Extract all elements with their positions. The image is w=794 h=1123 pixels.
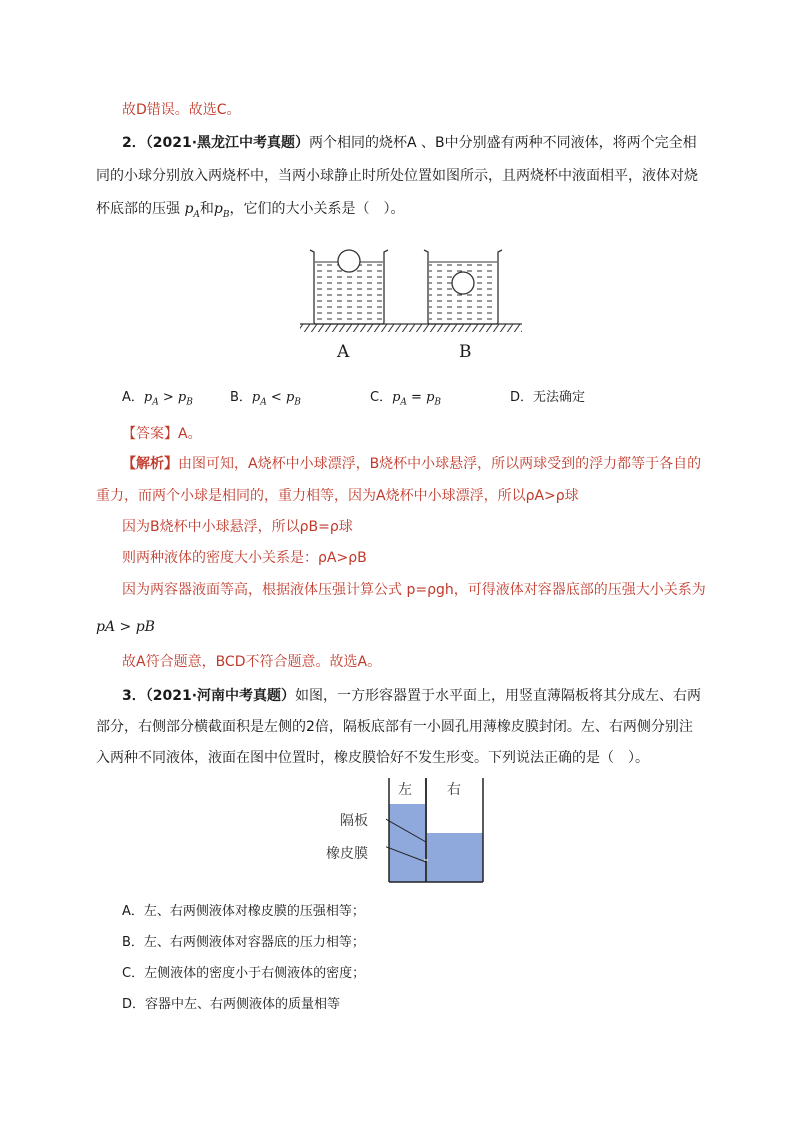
q2-option-a: A．$p_A > p_B$: [122, 390, 193, 408]
figure-label-left: 左: [398, 782, 412, 798]
q2-text-3a: 杯底部的压强: [96, 201, 180, 217]
q2-line-3: [96, 199, 405, 225]
figure-label-b: B: [459, 342, 472, 362]
q2-analysis-line-1: 【解析】由图可知，A烧杯中小球漂浮，B烧杯中小球悬浮，所以两球受到的浮力都等于各自的: [122, 456, 702, 472]
figure-label-partition: 隔板: [340, 813, 368, 829]
beaker-a: [310, 250, 388, 324]
q2-option-b: B．$p_A < p_B$: [230, 390, 301, 408]
q2-analysis-line-4: 则两种液体的密度大小关系是：ρA>ρB: [122, 550, 367, 566]
q3-option-a: A．左、右两侧液体对橡皮膜的压强相等；: [122, 904, 365, 919]
q2-analysis-line-6: pA > pB: [96, 619, 155, 635]
q2-header: 2．（2021·黑龙江中考真题）: [122, 135, 310, 151]
q3-text-3: 入两种不同液体，液面在图中位置时，橡皮膜恰好不发生形变。下列说法正确的是（ ）。: [96, 750, 649, 766]
q2-option-d: D．无法确定: [510, 390, 586, 405]
q2-analysis-line-2: 重力，而两个小球是相同的，重力相等，因为A烧杯中小球漂浮，所以ρA>ρ球: [96, 488, 579, 504]
pa-symbol: $p_A$: [184, 201, 200, 220]
figure-label-a: A: [337, 342, 350, 362]
q3-option-b: B．左、右两侧液体对容器底的压力相等；: [122, 935, 365, 950]
ball-b: [452, 272, 474, 294]
q2-text-3b: 和: [199, 201, 214, 217]
q2-option-c: C．$p_A = p_B$: [370, 390, 442, 408]
q3-line-1: [122, 686, 701, 706]
q2-conclusion: 故A符合题意，BCD不符合题意。故选A。: [122, 654, 382, 670]
figure-label-right: 右: [447, 782, 461, 798]
beaker-b: [424, 250, 502, 324]
q2-text-3c: ，它们的大小关系是（ ）。: [229, 201, 405, 217]
q3-header: 3．（2021·河南中考真题）: [122, 688, 296, 704]
q3-option-c: C．左侧液体的密度小于右侧液体的密度；: [122, 966, 366, 981]
q3-option-d: D．容器中左、右两侧液体的质量相等: [122, 997, 341, 1012]
q2-line-1: [122, 133, 697, 153]
q2-text-1: 两个相同的烧杯A 、B中分别盛有两种不同液体，将两个完全相: [309, 135, 697, 151]
beakers-figure: [296, 244, 526, 334]
previous-answer-tail: 故D错误。故选C。: [122, 102, 241, 118]
q3-text-1: 如图，一方形容器置于水平面上，用竖直薄隔板将其分成左、右两: [295, 688, 702, 704]
ball-a: [338, 250, 360, 272]
q3-text-2: 部分，右侧部分横截面积是左侧的2倍，隔板底部有一小圆孔用薄橡皮膜封闭。左、右两侧分别注: [96, 719, 693, 735]
pb-symbol: $p_B$: [213, 201, 230, 220]
q2-text-2: 同的小球分别放入两烧杯中，当两小球静止时所处位置如图所示，且两烧杯中液面相平，液体对烧: [96, 168, 698, 184]
analysis-tag: 【解析】: [122, 456, 178, 472]
figure-label-membrane: 橡皮膜: [326, 846, 368, 862]
q2-analysis-line-5: 因为两容器液面等高，根据液体压强计算公式 p=ρgh，可得液体对容器底部的压强大小关系为: [122, 582, 706, 598]
q2-analysis-line-3: 因为B烧杯中小球悬浮，所以ρB=ρ球: [122, 519, 353, 535]
q2-answer: 【答案】A。: [122, 426, 202, 442]
